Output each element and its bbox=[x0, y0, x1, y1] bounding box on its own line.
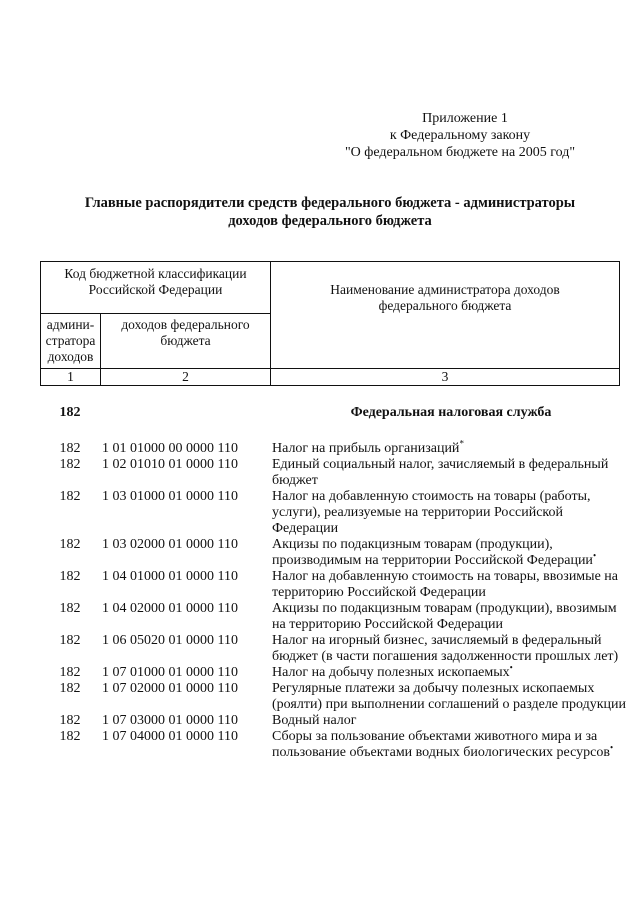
table-row bbox=[40, 662, 630, 681]
revenue-name: Регулярные платежи за добычу полезных ископаемых (роялти) при выполнении соглашений о разделе продукции bbox=[272, 681, 627, 712]
admin-code: 182 bbox=[59, 537, 81, 552]
revenue-name: Налог на добычу полезных ископаемых bbox=[272, 665, 510, 680]
revenue-name: Акцизы по подакцизным товарам (продукции), производимым на территории Российской Федерации bbox=[272, 537, 593, 568]
revenue-name: Акцизы по подакцизным товарам (продукции), ввозимым на территорию Российской Федерации bbox=[272, 601, 617, 632]
revenue-code: 1 03 01000 01 0000 110 bbox=[102, 489, 238, 504]
section-name: Федеральная налоговая служба bbox=[350, 405, 552, 420]
admin-code-header: админи-стратора доходов bbox=[41, 314, 101, 369]
footnote-mark: • bbox=[592, 550, 597, 561]
column-number-2: 2 bbox=[101, 369, 271, 386]
document-title bbox=[40, 194, 620, 230]
table-row bbox=[40, 457, 630, 489]
revenue-name-cell bbox=[272, 662, 630, 681]
revenue-code: 1 03 02000 01 0000 110 bbox=[102, 537, 238, 552]
revenue-list bbox=[40, 405, 630, 761]
admin-code: 182 bbox=[59, 633, 81, 648]
admin-code: 182 bbox=[59, 489, 81, 504]
footnote-mark: • bbox=[509, 662, 513, 673]
admin-code: 182 bbox=[59, 457, 81, 472]
revenue-name: Налог на прибыль организаций bbox=[272, 441, 460, 456]
admin-code: 182 bbox=[59, 713, 81, 728]
appendix-number: Приложение 1 bbox=[422, 111, 508, 126]
table-row bbox=[40, 713, 630, 729]
revenue-name-cell bbox=[272, 601, 630, 633]
appendix-law-ref: к Федеральному закону bbox=[389, 128, 531, 143]
revenue-name-cell bbox=[272, 489, 630, 537]
table-row bbox=[40, 681, 630, 713]
revenue-code: 1 07 02000 01 0000 110 bbox=[102, 681, 238, 696]
revenue-code: 1 07 04000 01 0000 110 bbox=[102, 729, 238, 744]
table-row bbox=[40, 537, 630, 569]
admin-code: 182 bbox=[59, 729, 81, 744]
revenue-code: 1 02 01010 01 0000 110 bbox=[102, 457, 238, 472]
admin-code: 182 bbox=[59, 681, 81, 696]
revenue-code: 1 07 01000 01 0000 110 bbox=[102, 665, 238, 680]
footnote-mark: • bbox=[609, 742, 614, 753]
revenue-name: Налог на добавленную стоимость на товары, ввозимые на территорию Российской Федерации bbox=[272, 569, 618, 600]
header-table bbox=[40, 261, 620, 386]
revenue-code: 1 04 01000 01 0000 110 bbox=[102, 569, 238, 584]
revenue-name-cell bbox=[272, 633, 630, 665]
revenue-name: Сборы за пользование объектами животного мира и за пользование объектами водных биологических ресурсов bbox=[272, 729, 610, 760]
revenue-name: Налог на добавленную стоимость на товары (работы, услуги), реализуемые на территории Российской Федерации bbox=[272, 489, 591, 536]
revenue-code: 1 07 03000 01 0000 110 bbox=[102, 713, 238, 728]
table-row bbox=[40, 569, 630, 601]
revenue-name-cell bbox=[272, 457, 630, 489]
table-row bbox=[40, 489, 630, 537]
section-heading bbox=[40, 405, 630, 421]
revenue-name-cell bbox=[272, 537, 630, 569]
appendix-law-title: "О федеральном бюджете на 2005 год" bbox=[344, 145, 576, 160]
admin-name-header: Наименование администратора доходов федерального бюджета bbox=[271, 262, 620, 369]
revenue-name: Единый социальный налог, зачисляемый в федеральный бюджет bbox=[272, 457, 609, 488]
revenue-name-cell bbox=[272, 729, 630, 761]
document-title-line1: Главные распорядители средств федерального бюджета - администраторы bbox=[84, 195, 576, 211]
section-admin-code: 182 bbox=[59, 405, 81, 420]
column-number-1: 1 bbox=[41, 369, 101, 386]
revenue-name-cell bbox=[272, 569, 630, 601]
admin-code: 182 bbox=[59, 569, 81, 584]
revenue-code-header: доходов федерального бюджета bbox=[101, 314, 271, 369]
table-row bbox=[40, 633, 630, 665]
document-title-line2: доходов федерального бюджета bbox=[228, 213, 432, 229]
revenue-rows bbox=[40, 438, 630, 761]
table-row bbox=[40, 438, 630, 457]
revenue-name: Налог на игорный бизнес, зачисляемый в федеральный бюджет (в части погашения задолженности прошлых лет) bbox=[272, 633, 619, 664]
column-number-3: 3 bbox=[271, 369, 620, 386]
revenue-code: 1 06 05020 01 0000 110 bbox=[102, 633, 238, 648]
revenue-name-cell bbox=[272, 438, 630, 457]
admin-code: 182 bbox=[59, 665, 81, 680]
admin-code: 182 bbox=[59, 441, 81, 456]
table-row bbox=[40, 729, 630, 761]
admin-code: 182 bbox=[59, 601, 81, 616]
revenue-name-cell bbox=[272, 681, 630, 713]
section-spacer bbox=[100, 405, 272, 421]
revenue-name-cell bbox=[272, 713, 630, 729]
revenue-code: 1 01 01000 00 0000 110 bbox=[102, 441, 238, 456]
code-group-header: Код бюджетной классификации Российской Федерации bbox=[41, 262, 271, 314]
table-row bbox=[40, 601, 630, 633]
revenue-code: 1 04 02000 01 0000 110 bbox=[102, 601, 238, 616]
appendix-header bbox=[300, 110, 620, 161]
footnote-mark: * bbox=[459, 438, 464, 449]
revenue-name: Водный налог bbox=[272, 713, 357, 728]
